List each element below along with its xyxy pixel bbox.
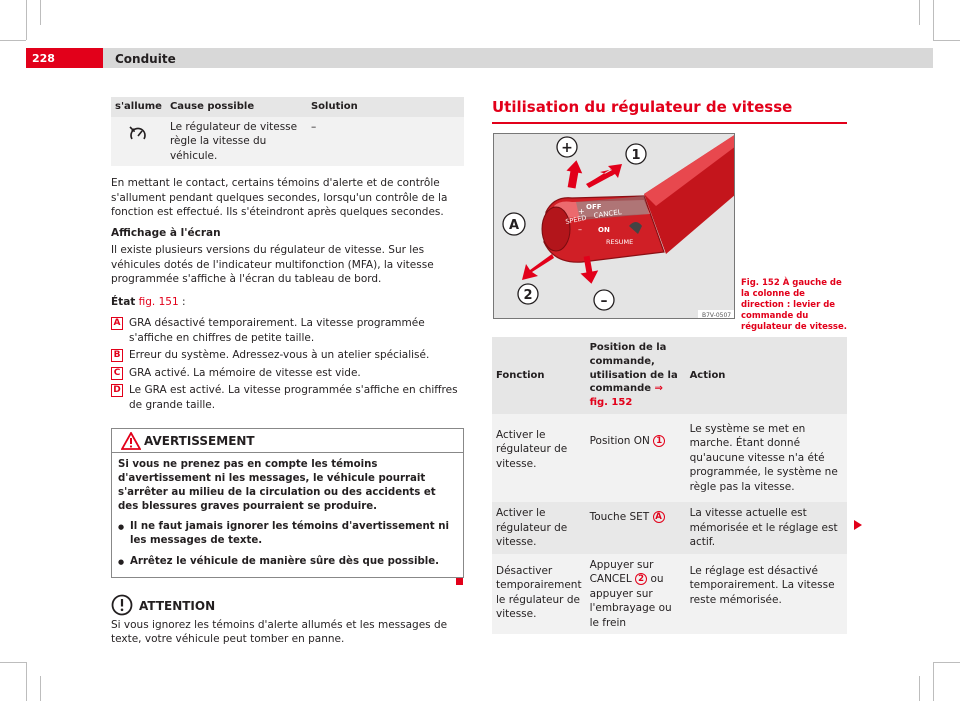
- lever-set-plus: +: [578, 207, 585, 216]
- figure-reference-link[interactable]: fig. 151: [138, 295, 179, 308]
- position-text: Position ON: [589, 434, 650, 447]
- figure-reference-link[interactable]: ⇒ fig. 152: [589, 383, 663, 409]
- lever-illustration: [494, 134, 735, 319]
- state-line: [111, 295, 464, 309]
- attention-icon: [111, 594, 133, 616]
- warning-title: AVERTISSEMENT: [144, 434, 255, 449]
- lever-on: ON: [598, 226, 610, 234]
- left-column: [111, 97, 464, 647]
- lever-resume: RESUME: [606, 238, 634, 246]
- crop-mark: [0, 40, 26, 41]
- crop-mark: [0, 662, 26, 663]
- table-row: [492, 502, 847, 553]
- crop-mark: [919, 0, 920, 25]
- table-cell: [586, 414, 686, 502]
- list-item: [111, 348, 464, 362]
- warning-body: [112, 453, 463, 577]
- lever-set-minus: –: [578, 225, 582, 234]
- position-badge: A: [653, 511, 665, 523]
- table-row: [492, 554, 847, 634]
- lever-speed: SPEED: [564, 213, 588, 226]
- table-cell: [111, 117, 166, 166]
- table-cell: –: [307, 117, 464, 166]
- table-header: Solution: [307, 97, 464, 117]
- list-item-text: Le GRA est activé. La vitesse programmée s'affiche en chiffres de grande taille.: [129, 384, 458, 411]
- position-badge: 2: [635, 573, 647, 585]
- warning-text: Si vous ne prenez pas en compte les témoins d'avertissement ni les messages, le véhicule pourrait s'arrêter au milieu de la circulation ou des accidents et des blessures graves pourraient se produire.: [118, 459, 436, 513]
- attention-note: [111, 594, 464, 647]
- figure-label-a: A: [508, 218, 520, 233]
- table-cell: Le réglage est désactivé temporairement. La vitesse reste mémorisée.: [686, 554, 847, 634]
- figure-label-plus: +: [561, 140, 573, 156]
- warning-bullet: ● Il ne faut jamais ignorer les témoins d'avertissement ni les messages de texte.: [118, 520, 457, 548]
- warning-lamp-table: [111, 97, 464, 166]
- table-cell: Activer le régulateur de vitesse.: [492, 414, 586, 502]
- table-header: s'allume: [111, 97, 166, 117]
- end-of-section-mark: [456, 578, 463, 585]
- crop-mark: [40, 0, 41, 25]
- warning-box: [111, 428, 464, 578]
- intro-paragraph: En mettant le contact, certains témoins d'alerte et de contrôle s'allument pendant quelques secondes, lorsqu'un contrôle de la fonction est effectué. Ils s'éteindront après quelques secondes.: [111, 177, 448, 219]
- list-item: [111, 383, 464, 412]
- state-label: État: [111, 295, 136, 308]
- lever-cancel: CANCEL: [593, 208, 623, 220]
- attention-text: Si vous ignorez les témoins d'alerte allumés et les messages de texte, votre véhicule peut tomber en panne.: [111, 618, 448, 646]
- state-list: [111, 316, 464, 412]
- crop-mark: [26, 0, 27, 40]
- position-text: Appuyer sur CANCEL: [589, 558, 654, 586]
- warning-bullet: ● Arrêtez le véhicule de manière sûre dès que possible.: [118, 555, 457, 569]
- crop-mark: [933, 662, 960, 663]
- table-header: Cause possible: [166, 97, 307, 117]
- crop-mark: [26, 662, 27, 701]
- lever-off: OFF: [586, 203, 602, 211]
- list-item-text: GRA désactivé temporairement. La vitesse programmée s'affiche en chiffres de petite taille.: [129, 317, 425, 344]
- list-item-text: Erreur du système. Adressez-vous à un atelier spécialisé.: [129, 349, 430, 362]
- state-colon: :: [181, 295, 186, 308]
- list-item-text: GRA activé. La mémoire de vitesse est vide.: [129, 366, 361, 379]
- table-cell: Désactiver temporairement le régulateur de vitesse.: [492, 554, 586, 634]
- table-cell: Le régulateur de vitesse règle la vitesse du véhicule.: [166, 117, 307, 166]
- figure-caption: Fig. 152 À gauche de la colonne de direction : levier de commande du régulateur de vitesse.: [741, 278, 847, 333]
- right-column: [492, 97, 847, 124]
- continue-arrow-icon: [853, 520, 863, 530]
- table-cell: [586, 502, 686, 553]
- table-row: [492, 414, 847, 502]
- list-item: [111, 366, 464, 380]
- figure-label-minus: –: [600, 293, 608, 309]
- table-header-text: Position de la commande, utilisation de la commande: [589, 342, 678, 395]
- crop-mark: [933, 0, 934, 40]
- table-cell: La vitesse actuelle est mémorisée et le réglage est actif.: [686, 502, 847, 553]
- table-header: [586, 337, 686, 414]
- display-heading: Affichage à l'écran: [111, 226, 221, 239]
- position-text: Touche SET: [589, 511, 650, 524]
- table-cell: Activer le régulateur de vitesse.: [492, 502, 586, 553]
- display-paragraph: Il existe plusieurs versions du régulateur de vitesse. Sur les véhicules dotés de l'indicateur multifonction (MFA), la vitesse programmée s'affiche à l'écran du tableau de bord.: [111, 244, 434, 286]
- table-cell: [586, 554, 686, 634]
- lever-figure: [493, 133, 735, 319]
- crop-mark: [919, 676, 920, 701]
- running-title: Conduite: [115, 52, 176, 66]
- list-item: [111, 316, 464, 345]
- table-header: Action: [686, 337, 847, 414]
- crop-mark: [933, 40, 960, 41]
- section-title: Utilisation du régulateur de vitesse: [492, 97, 847, 124]
- operation-table: [492, 337, 847, 634]
- figure-code: B7V-0507: [702, 312, 732, 319]
- list-key-badge: D: [111, 384, 123, 397]
- warning-header: [112, 429, 463, 453]
- position-badge: 1: [653, 435, 665, 447]
- list-key-badge: C: [111, 367, 123, 380]
- figure-label-2: 2: [523, 288, 533, 303]
- crop-mark: [933, 662, 934, 701]
- attention-title: ATTENTION: [139, 598, 216, 613]
- list-key-badge: A: [111, 317, 123, 330]
- position-text: ou appuyer sur l'embrayage ou le frein: [589, 573, 672, 629]
- page-number: 228: [26, 48, 103, 68]
- figure-label-1: 1: [631, 148, 641, 163]
- page-header: [26, 48, 933, 68]
- table-cell: Le système se met en marche. Étant donné qu'aucune vitesse n'a été programmée, le système ne règle pas la vitesse.: [686, 414, 847, 502]
- crop-mark: [40, 676, 41, 701]
- table-header: Fonction: [492, 337, 586, 414]
- warning-triangle-icon: [121, 432, 141, 450]
- cruise-control-icon: [128, 125, 148, 143]
- table-row: [111, 117, 464, 166]
- list-key-badge: B: [111, 349, 123, 362]
